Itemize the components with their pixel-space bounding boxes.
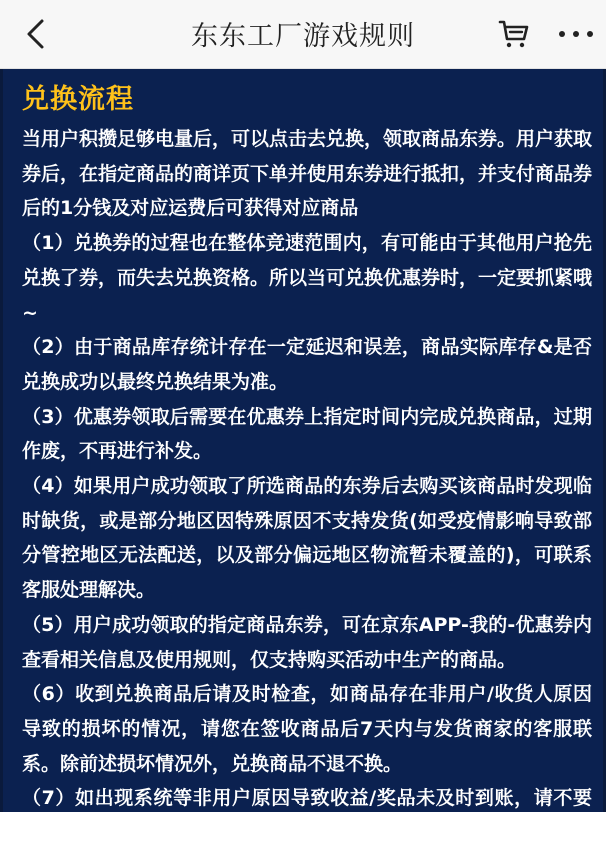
rule-paragraph-intro: 当用户积攒足够电量后，可以点击去兑换，领取商品东券。用户获取券后，在指定商品的商详页下单并使用东券进行抵扣，并支付商品券后的1分钱及对应运费后可获得对应商品 — [22, 128, 593, 220]
rule-paragraph-6: （6）收到兑换商品后请及时检查，如商品存在非用户/收货人原因导致的损坏的情况，请您在签收商品后7天内与发货商家的客服联系。除前述损坏情况外，兑换商品不退不换。 — [22, 683, 592, 775]
more-button[interactable] — [552, 12, 600, 56]
rule-paragraph-1: （1）兑换券的过程也在整体竞速范围内，有可能由于其他用户抢先兑换了券，而失去兑换资格。所以当可兑换优惠券时，一定要抓紧哦~ — [22, 232, 593, 324]
navigation-bar — [0, 0, 606, 69]
cart-button[interactable] — [492, 12, 536, 56]
rule-paragraph-5: （5）用户成功领取的指定商品东券，可在京东APP-我的-优惠券内查看相关信息及使用规则，仅支持购买活动中生产的商品。 — [22, 613, 592, 671]
rule-paragraph-7: （7）如出现系统等非用户原因导致收益/奖品未及时到账，请不要担心，核实情况属实，预计15个工作日补发到账。 — [22, 787, 592, 845]
rules-text — [22, 122, 592, 851]
section-title: 兑换流程 — [22, 84, 134, 115]
more-dots-icon — [558, 30, 594, 38]
rule-paragraph-3: （3）优惠券领取后需要在优惠券上指定时间内完成兑换商品，过期作废，不再进行补发。 — [22, 405, 592, 463]
page-title: 东东工厂游戏规则 — [191, 20, 415, 52]
rules-panel — [0, 69, 606, 845]
rule-paragraph-4: （4）如果用户成功领取了所选商品的东券后去购买该商品时发现临时缺货，或是部分地区因特殊原因不支持发货(如受疫情影响导致部分管控地区无法配送，以及部分偏远地区物流暂未覆盖的)，可联系客服处理解决。 — [22, 475, 592, 602]
cart-icon — [498, 19, 530, 49]
rule-paragraph-2: （2）由于商品库存统计存在一定延迟和误差，商品实际库存&是否兑换成功以最终兑换结果为准。 — [22, 336, 592, 393]
